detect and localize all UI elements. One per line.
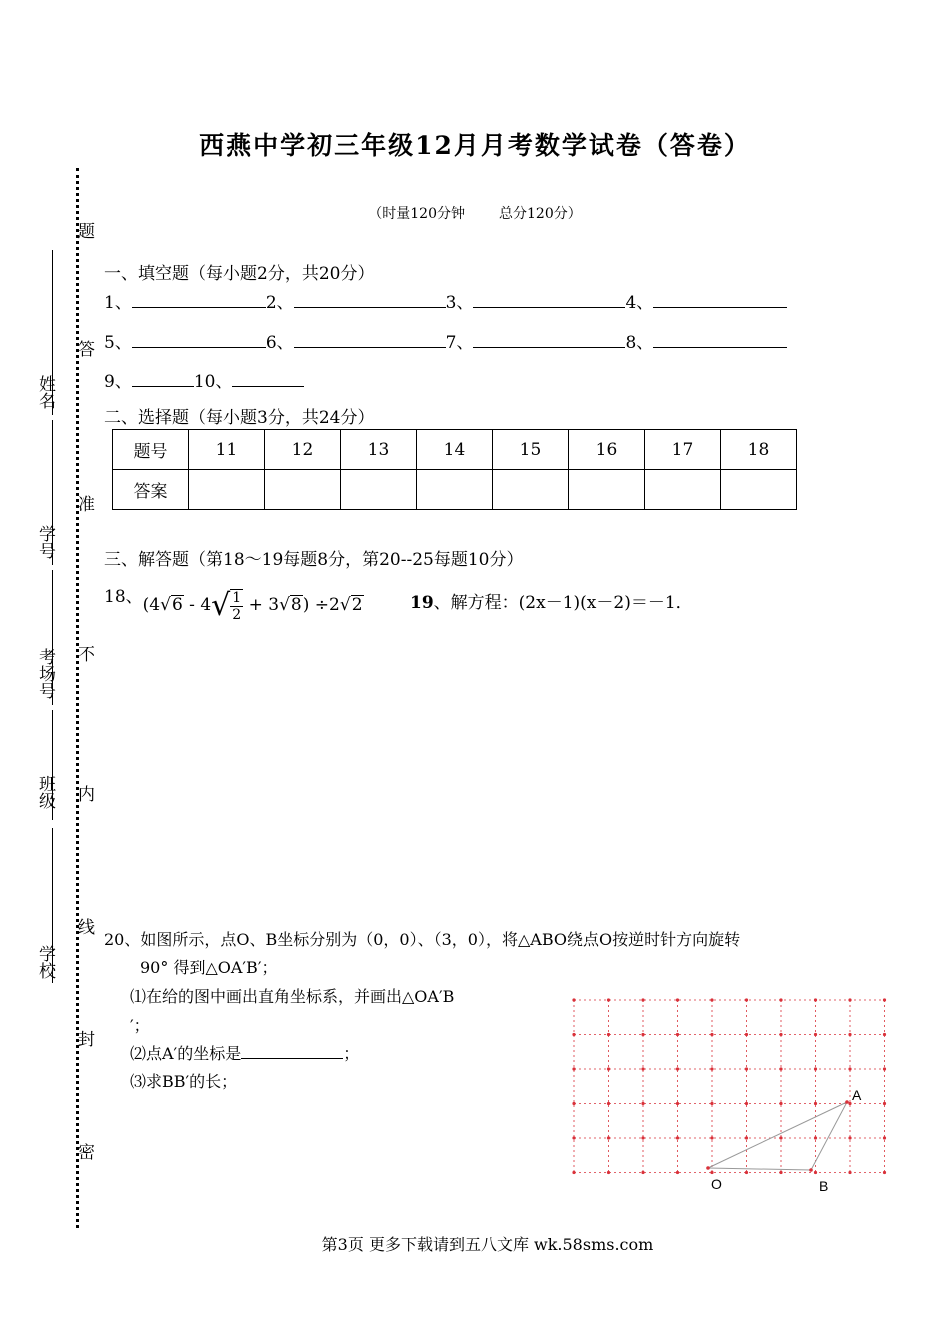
- answer-cell[interactable]: [265, 470, 341, 510]
- grid-lines: [574, 1000, 885, 1173]
- q18-label: 18、: [104, 587, 143, 607]
- grid-dot: [607, 1102, 610, 1105]
- grid-dot: [607, 998, 610, 1001]
- q20-item-1a: ⑴在给的图中画出直角坐标系，并画出△OA′B: [130, 987, 455, 1006]
- binding-dotted-line: [76, 168, 79, 1228]
- class-label: 班级: [35, 775, 55, 809]
- answer-cell[interactable]: [493, 470, 569, 510]
- q18-radicand-2: 8: [290, 595, 302, 615]
- answer-cell[interactable]: [417, 470, 493, 510]
- seal-char-7: 封: [74, 1030, 94, 1047]
- row-label-number: 题号: [113, 430, 189, 470]
- fill-row-1: [104, 288, 787, 313]
- school-label: 学校: [35, 945, 55, 979]
- grid-dot: [607, 1033, 610, 1036]
- q18-fraction: [230, 589, 243, 623]
- label-o: O: [711, 1176, 722, 1192]
- grid-dot: [745, 998, 748, 1001]
- grid-dot: [676, 1171, 679, 1174]
- grid-dot: [710, 1067, 713, 1070]
- grid-dot: [779, 1102, 782, 1105]
- grid-dot: [814, 1033, 817, 1036]
- segment-ob: [708, 1168, 811, 1170]
- blank-5[interactable]: [132, 333, 266, 348]
- question-number: 16: [569, 430, 645, 470]
- time-limit: （时量120分钟: [368, 206, 465, 222]
- answer-cell[interactable]: [645, 470, 721, 510]
- grid-dots: [572, 998, 886, 1174]
- seal-char-8: 密: [74, 1143, 94, 1160]
- blank-2[interactable]: [294, 293, 446, 308]
- exam-room-label: 考场号: [35, 648, 55, 699]
- grid-dot: [710, 1171, 713, 1174]
- grid-dot: [745, 1102, 748, 1105]
- q19-text: 、解方程：(2x－1)(x－2)＝－1．: [433, 593, 693, 613]
- grid-dot: [848, 998, 851, 1001]
- question-18: [104, 580, 364, 623]
- question-number: 17: [645, 430, 721, 470]
- q18-plus: + 3: [243, 595, 280, 615]
- blank-7[interactable]: [473, 333, 625, 348]
- grid-dot: [641, 1136, 644, 1139]
- grid-dot: [814, 1102, 817, 1105]
- blank-label-1: 1、: [104, 293, 132, 313]
- answer-cell[interactable]: [721, 470, 797, 510]
- grid-dot: [710, 998, 713, 1001]
- grid-dot: [641, 1102, 644, 1105]
- page-title: 西燕中学初三年级12月月考数学试卷（答卷）: [199, 131, 751, 160]
- answer-cell[interactable]: [341, 470, 417, 510]
- exam-room-field[interactable]: [52, 570, 53, 705]
- blank-label-3: 3、: [445, 293, 474, 313]
- section2-heading: 二、选择题（每小题3分，共24分）: [104, 408, 375, 428]
- name-field[interactable]: [52, 250, 53, 415]
- segment-ab: [811, 1102, 847, 1170]
- grid-dot: [676, 1067, 679, 1070]
- label-b: B: [819, 1178, 829, 1194]
- grid-dot: [710, 1033, 713, 1036]
- blank-1[interactable]: [132, 293, 266, 308]
- grid-dot: [779, 998, 782, 1001]
- blank-3[interactable]: [473, 293, 625, 308]
- fill-row-3: [104, 367, 304, 392]
- blank-10[interactable]: [232, 372, 304, 387]
- blank-label-7: 7、: [445, 333, 474, 353]
- grid-dot: [676, 1136, 679, 1139]
- row-label-answer: 答案: [113, 470, 189, 510]
- question-number: 14: [417, 430, 493, 470]
- q19-number: 19: [410, 593, 434, 613]
- grid-dot: [814, 1171, 817, 1174]
- section1-heading: 一、填空题（每小题2分，共20分）: [104, 264, 375, 284]
- question-number: 15: [493, 430, 569, 470]
- q18-open: (4: [142, 595, 161, 615]
- seal-char-5: 内: [74, 785, 94, 802]
- q20-item-2-end: ；: [343, 1044, 360, 1063]
- point-o: [706, 1166, 710, 1170]
- seal-char-1: 题: [74, 222, 94, 239]
- blank-label-2: 2、: [265, 293, 294, 313]
- q18-radicand-1: 6: [171, 595, 183, 615]
- grid-dot: [745, 1171, 748, 1174]
- question-19: [410, 588, 693, 613]
- frac-denominator: 2: [232, 606, 242, 623]
- section3-heading: 三、解答题（第18～19每题8分，第20--25每题10分）: [104, 550, 524, 570]
- grid-dot: [779, 1171, 782, 1174]
- grid-dot: [641, 1067, 644, 1070]
- seal-char-6: 线: [74, 918, 94, 935]
- grid-dot: [814, 1136, 817, 1139]
- radical-sign: √: [339, 595, 351, 615]
- grid-dot: [883, 1136, 886, 1139]
- grid-dot: [607, 1171, 610, 1174]
- seal-char-4: 不: [74, 645, 94, 662]
- blank-8[interactable]: [653, 333, 787, 348]
- grid-dot: [641, 1171, 644, 1174]
- fill-row-2: [104, 328, 787, 353]
- blank-label-8: 8、: [625, 333, 654, 353]
- q20-item-2: [130, 1041, 359, 1064]
- grid-dot: [779, 1067, 782, 1070]
- segment-oa: [708, 1102, 847, 1168]
- question-number: 18: [721, 430, 797, 470]
- school-field[interactable]: [52, 828, 53, 983]
- radical-sign: √: [279, 595, 290, 615]
- question-number: 13: [341, 430, 417, 470]
- blank-label-6: 6、: [265, 333, 294, 353]
- grid-dot: [572, 1067, 575, 1070]
- grid-dot: [745, 1067, 748, 1070]
- radical-sign: √: [211, 588, 231, 623]
- blank-label-4: 4、: [625, 293, 654, 313]
- question-number: 12: [265, 430, 341, 470]
- total-score: 总分120分）: [499, 206, 582, 222]
- grid-dot: [641, 998, 644, 1001]
- blank-label-5: 5、: [104, 333, 132, 353]
- q20-item-3: ⑶求BB′的长；: [130, 1072, 238, 1091]
- q20-item-2-text: ⑵点A′的坐标是: [130, 1044, 242, 1063]
- grid-dot: [814, 998, 817, 1001]
- grid-dot: [641, 1033, 644, 1036]
- grid-dot: [848, 1033, 851, 1036]
- page-footer: 第3页 更多下载请到五八文库 wk.58sms.com: [321, 1235, 654, 1254]
- label-a: A: [852, 1087, 862, 1103]
- radical-sign: √: [160, 595, 171, 615]
- blank-label-9: 9、: [104, 372, 132, 392]
- grid-dot: [572, 1102, 575, 1105]
- student-id-label: 学号: [35, 525, 55, 559]
- q18-close: ) ÷2: [302, 595, 340, 615]
- blank-label-10: 10、: [193, 372, 233, 392]
- grid-dot: [676, 998, 679, 1001]
- blank-9[interactable]: [132, 372, 194, 387]
- point-b: [809, 1168, 813, 1172]
- seal-char-2: 答: [74, 340, 94, 357]
- grid-dot: [848, 1136, 851, 1139]
- grid-dot: [572, 998, 575, 1001]
- name-label: 姓名: [35, 375, 55, 409]
- grid-dot: [572, 1033, 575, 1036]
- grid-dot: [848, 1067, 851, 1070]
- exam-info: [0, 203, 950, 223]
- grid-dot: [607, 1067, 610, 1070]
- student-id-field[interactable]: [52, 420, 53, 565]
- grid-dot: [779, 1033, 782, 1036]
- class-field[interactable]: [52, 710, 53, 820]
- answer-cell[interactable]: [569, 470, 645, 510]
- q18-minus: - 4: [183, 595, 212, 615]
- grid-dot: [710, 1102, 713, 1105]
- q18-expression: [142, 588, 364, 623]
- seal-char-3: 准: [74, 495, 94, 512]
- grid-dot: [676, 1102, 679, 1105]
- q18-radicand-3: 2: [351, 595, 363, 615]
- grid-dot: [745, 1136, 748, 1139]
- answer-cell[interactable]: [189, 470, 265, 510]
- point-a: [845, 1100, 849, 1104]
- frac-numerator: 1: [232, 589, 242, 606]
- grid-dot: [883, 998, 886, 1001]
- grid-dot: [710, 1136, 713, 1139]
- grid-dot: [779, 1136, 782, 1139]
- question-number: 11: [189, 430, 265, 470]
- grid-dot: [572, 1171, 575, 1174]
- grid-dot: [883, 1171, 886, 1174]
- grid-dot: [607, 1136, 610, 1139]
- a-prime-coordinate-blank[interactable]: [241, 1044, 343, 1059]
- grid-figure[interactable]: [566, 992, 890, 1210]
- answer-row: [113, 470, 797, 510]
- blank-6[interactable]: [294, 333, 446, 348]
- blank-4[interactable]: [653, 293, 787, 308]
- answer-table: [112, 429, 797, 510]
- grid-dot: [814, 1067, 817, 1070]
- grid-dot: [676, 1033, 679, 1036]
- grid-dot: [848, 1171, 851, 1174]
- q20-line-2: 90° 得到△OA′B′；: [140, 958, 278, 977]
- grid-dot: [883, 1033, 886, 1036]
- grid-dot: [883, 1067, 886, 1070]
- grid-dot: [572, 1136, 575, 1139]
- q20-line-1: 20、如图所示，点O、B坐标分别为（0，0）、（3，0），将△ABO绕点O按逆时针方向旋转: [104, 930, 741, 949]
- question-number-row: [113, 430, 797, 470]
- grid-dot: [745, 1033, 748, 1036]
- grid-dot: [883, 1102, 886, 1105]
- q20-item-1b: ′；: [130, 1016, 150, 1035]
